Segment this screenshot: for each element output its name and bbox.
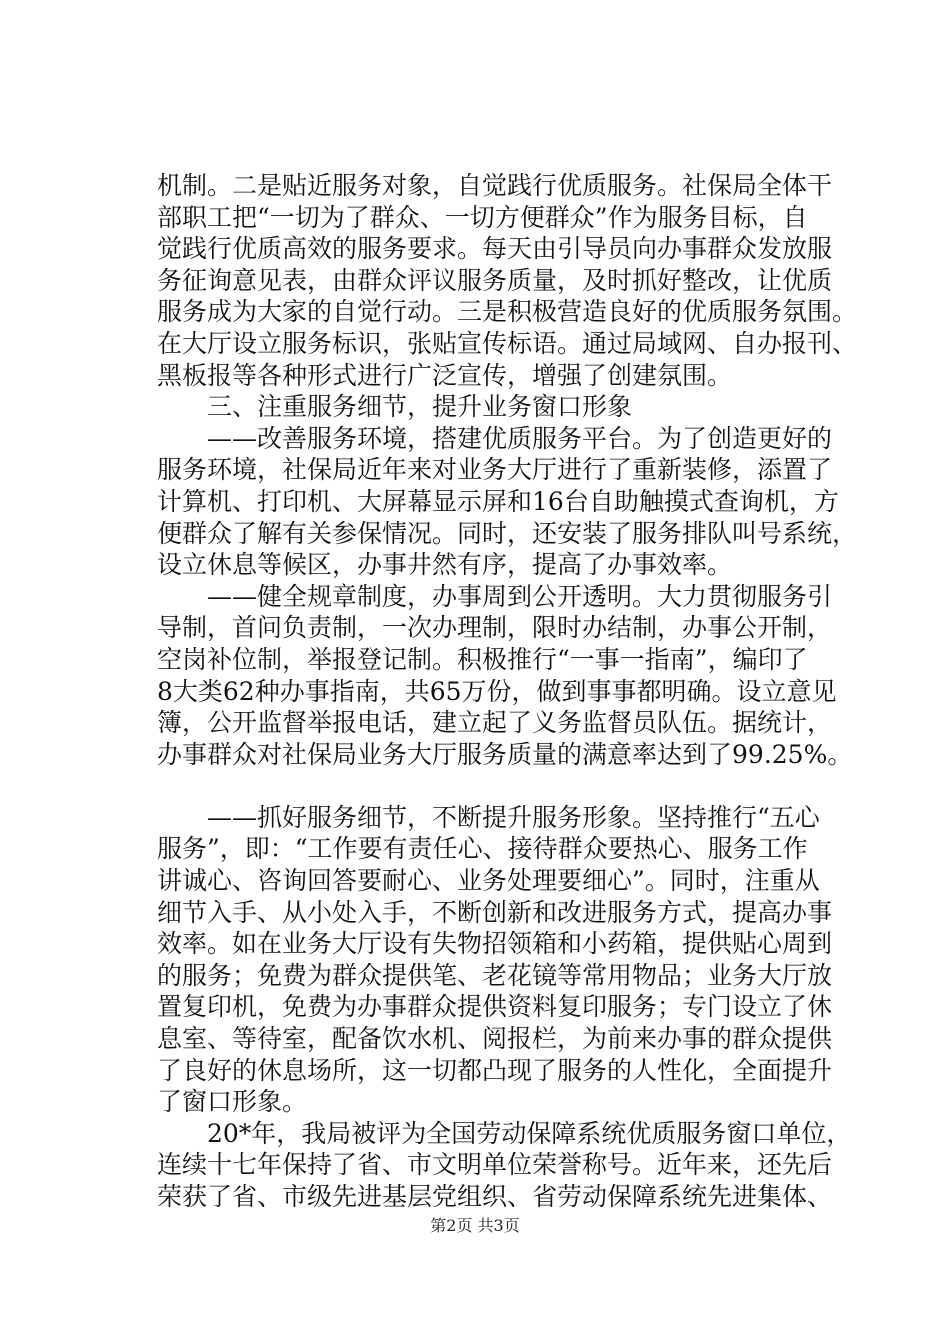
text-line: 的服务；免费为群众提供笔、老花镜等常用物品；业务大厅放 xyxy=(157,960,833,990)
text-line: 了良好的休息场所，这一切都凸现了服务的人性化，全面提升 xyxy=(157,1055,833,1085)
document-body xyxy=(157,170,857,1213)
text-line: 觉践行优质高效的服务要求。每天由引导员向办事群众发放服 xyxy=(157,234,833,264)
text-line: 置复印机，免费为办事群众提供资料复印服务；专门设立了休 xyxy=(157,992,833,1022)
text-line: 息室、等待室，配备饮水机、阅报栏，为前来办事的群众提供 xyxy=(157,1024,833,1054)
text-line: 便群众了解有关参保情况。同时，还安装了服务排队叫号系统， xyxy=(157,518,858,548)
text-line: ——抓好服务细节，不断提升服务形象。坚持推行“五心 xyxy=(157,802,820,832)
paragraph-gap xyxy=(157,770,857,802)
text-line: 在大厅设立服务标识，张贴宣传标语。通过局域网、自办报刊、 xyxy=(157,328,858,358)
text-line: 服务环境，社保局近年来对业务大厅进行了重新装修，添置了 xyxy=(157,455,833,485)
text-line: 部职工把“一切为了群众、一切方便群众”作为服务目标，自 xyxy=(157,202,808,232)
text-block-2 xyxy=(157,802,857,1213)
text-line: 机制。二是贴近服务对象，自觉践行优质服务。社保局全体干 xyxy=(157,171,833,200)
text-line: ——改善服务环境，搭建优质服务平台。为了创造更好的 xyxy=(157,423,833,453)
text-line: 空岗补位制，举报登记制。积极推行“一事一指南”，编印了 xyxy=(157,644,808,674)
text-line: 簿，公开监督举报电话，建立起了义务监督员队伍。据统计， xyxy=(157,708,833,738)
text-line: 导制，首问负责制，一次办理制，限时办结制，办事公开制， xyxy=(157,613,833,643)
text-line: 设立休息等候区，办事井然有序，提高了办事效率。 xyxy=(157,550,733,580)
text-line: ——健全规章制度，办事周到公开透明。大力贯彻服务引 xyxy=(157,581,833,611)
text-line: 黑板报等各种形式进行广泛宣传，增强了创建氛围。 xyxy=(157,360,733,390)
text-line: 连续十七年保持了省、市文明单位荣誉称号。近年来，还先后 xyxy=(157,1150,833,1180)
text-line: 8大类62种办事指南，共65万份，做到事事都明确。设立意见 xyxy=(157,676,837,706)
text-line: 务征询意见表，由群众评议服务质量，及时抓好整改，让优质 xyxy=(157,265,833,295)
text-block-1 xyxy=(157,170,857,770)
text-line: 细节入手、从小处入手，不断创新和改进服务方式，提高办事 xyxy=(157,897,833,927)
text-line: 效率。如在业务大厅设有失物招领箱和小药箱，提供贴心周到 xyxy=(157,929,833,959)
text-line: 服务成为大家的自觉行动。三是积极营造良好的优质服务氛围。 xyxy=(157,297,858,327)
text-line: 服务”，即：“工作要有责任心、接待群众要热心、服务工作 xyxy=(157,834,808,864)
text-line: 讲诚心、咨询回答要耐心、业务处理要细心”。同时，注重从 xyxy=(157,866,820,896)
text-line: 了窗口形象。 xyxy=(157,1087,308,1117)
page-footer: 第2页 共3页 xyxy=(430,1216,520,1235)
text-line: 荣获了省、市级先进基层党组织、省劳动保障系统先进集体、 xyxy=(157,1182,833,1211)
text-line: 办事群众对社保局业务大厅服务质量的满意率达到了99.25%。 xyxy=(157,739,853,769)
text-line: 20*年，我局被评为全国劳动保障系统优质服务窗口单位， xyxy=(157,1118,852,1148)
text-line: 三、注重服务细节，提升业务窗口形象 xyxy=(157,392,633,422)
text-line: 计算机、打印机、大屏幕显示屏和16台自助触摸式查询机，方 xyxy=(157,486,839,516)
